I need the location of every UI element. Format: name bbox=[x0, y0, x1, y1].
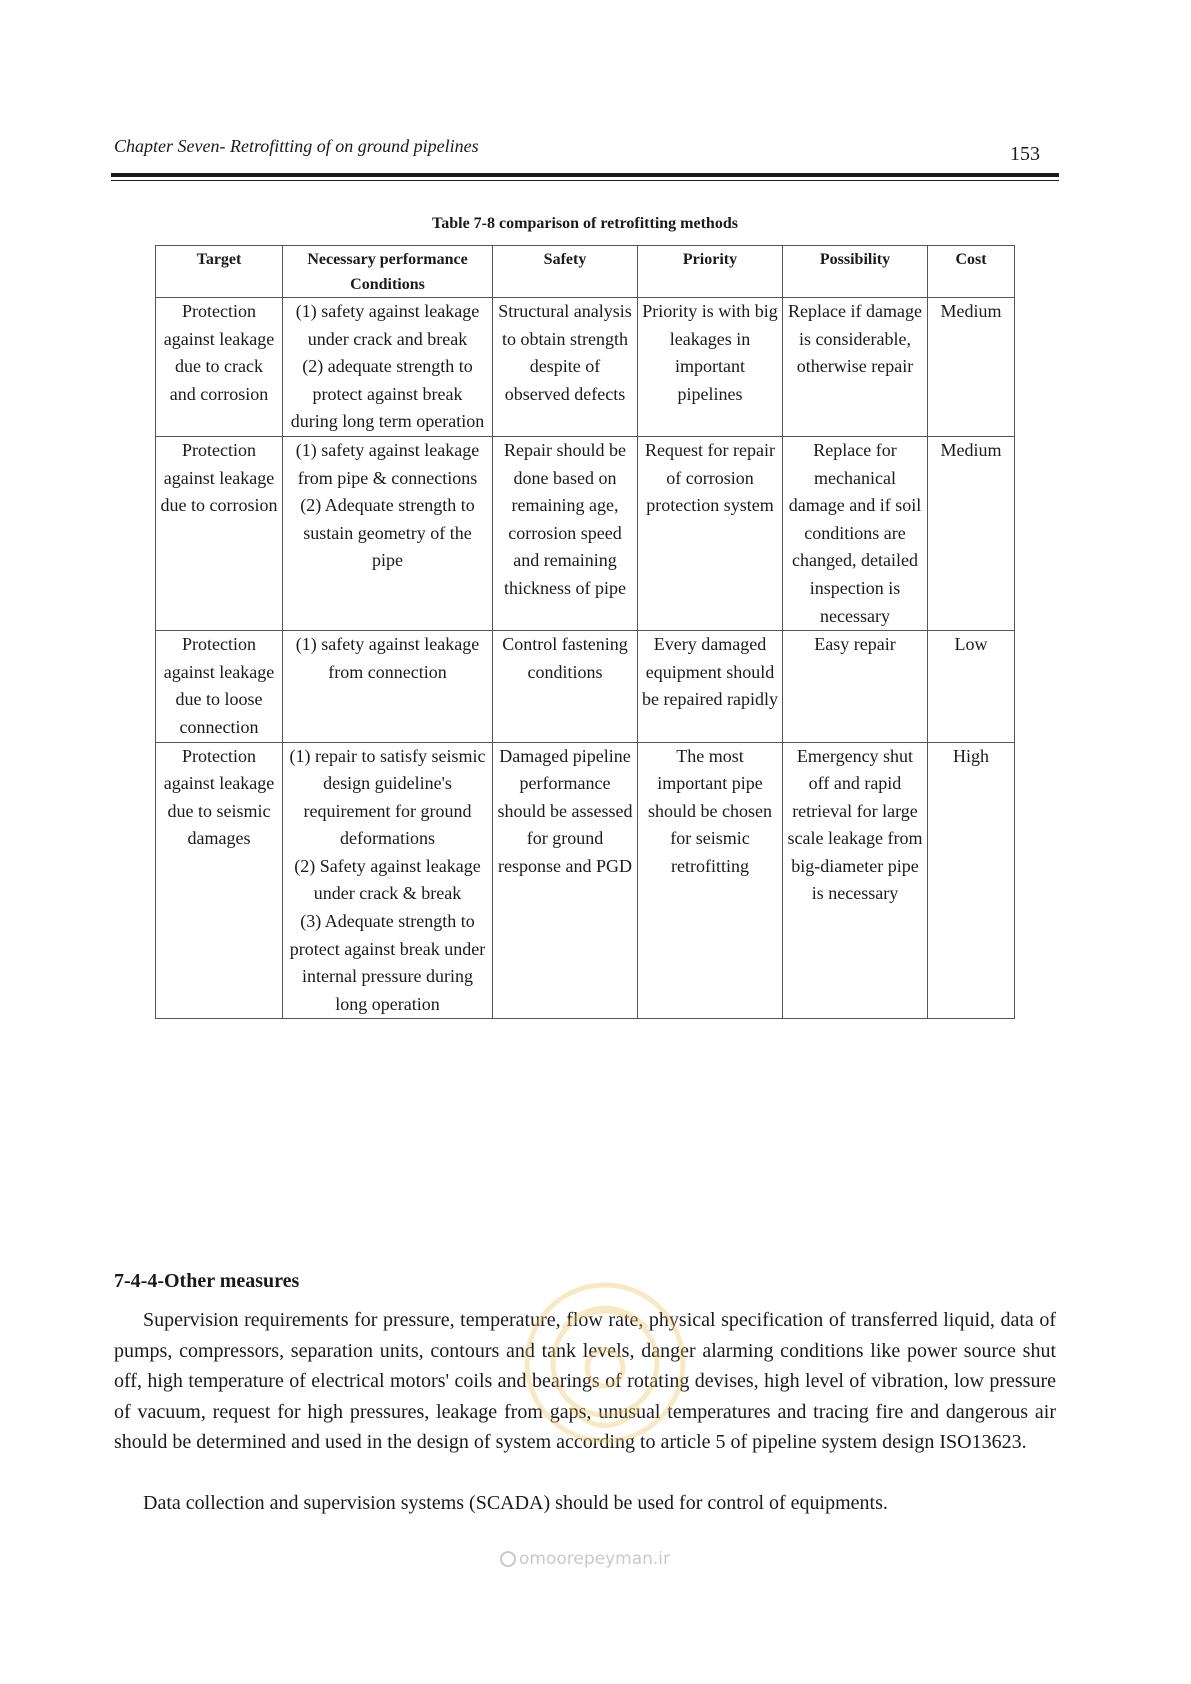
watermark-url bbox=[500, 1549, 670, 1569]
safety-cell: Control fastening conditions bbox=[493, 631, 638, 742]
cost-cell: High bbox=[928, 742, 1015, 1019]
cost-cell: Medium bbox=[928, 436, 1015, 630]
table-header-row bbox=[156, 246, 1015, 298]
conditions-cell: (1) safety against leakage from connection bbox=[283, 631, 493, 742]
body-paragraph: Data collection and supervision systems (SCADA) should be used for control of equipments. bbox=[143, 1492, 888, 1514]
target-cell: Protection against leakage due to seismic damages bbox=[156, 742, 283, 1019]
header-possibility: Possibility bbox=[783, 246, 928, 298]
possibility-cell: Replace if damage is considerable, otherwise repair bbox=[783, 298, 928, 437]
table-row bbox=[156, 298, 1015, 437]
page-number: 153 bbox=[1010, 143, 1040, 165]
header-necessary-performance: Necessary performance Conditions bbox=[283, 246, 493, 298]
watermark-seal-logo bbox=[515, 1268, 695, 1468]
target-cell: Protection against leakage due to corrosion bbox=[156, 436, 283, 630]
target-cell: Protection against leakage due to loose connection bbox=[156, 631, 283, 742]
watermark-url-text: omoorepeyman.ir bbox=[519, 1549, 671, 1569]
cost-cell: Medium bbox=[928, 298, 1015, 437]
safety-cell: Damaged pipeline performance should be assessed for ground response and PGD bbox=[493, 742, 638, 1019]
table-caption: Table 7-8 comparison of retrofitting methods bbox=[432, 215, 738, 232]
header-cost: Cost bbox=[928, 246, 1015, 298]
table-row bbox=[156, 631, 1015, 742]
cost-cell: Low bbox=[928, 631, 1015, 742]
target-cell: Protection against leakage due to crack and corrosion bbox=[156, 298, 283, 437]
header-rule-thick bbox=[111, 173, 1059, 177]
header-safety: Safety bbox=[493, 246, 638, 298]
priority-cell: Every damaged equipment should be repaired rapidly bbox=[638, 631, 783, 742]
possibility-cell: Replace for mechanical damage and if soil conditions are changed, detailed inspection is necessary bbox=[783, 436, 928, 630]
safety-cell: Structural analysis to obtain strength despite of observed defects bbox=[493, 298, 638, 437]
running-header-title: Chapter Seven- Retrofitting of on ground pipelines bbox=[114, 136, 479, 156]
conditions-cell: (1) safety against leakage from pipe & connections (2) Adequate strength to sustain geometry of the pipe bbox=[283, 436, 493, 630]
possibility-cell: Emergency shut off and rapid retrieval for large scale leakage from big-diameter pipe is necessary bbox=[783, 742, 928, 1019]
possibility-cell: Easy repair bbox=[783, 631, 928, 742]
conditions-cell: (1) repair to satisfy seismic design guideline's requirement for ground deformations (2) Safety against leakage under crack & break (3) Adequate strength to protect against break under internal pressure during long operation bbox=[283, 742, 493, 1019]
priority-cell: The most important pipe should be chosen for seismic retrofitting bbox=[638, 742, 783, 1019]
section-heading: 7-4-4-Other measures bbox=[114, 1270, 300, 1292]
conditions-cell: (1) safety against leakage under crack and break (2) adequate strength to protect against break during long term operation bbox=[283, 298, 493, 437]
table-row bbox=[156, 742, 1015, 1019]
safety-cell: Repair should be done based on remaining age, corrosion speed and remaining thickness of pipe bbox=[493, 436, 638, 630]
retrofitting-comparison-table bbox=[155, 245, 1015, 1019]
header-priority: Priority bbox=[638, 246, 783, 298]
header-target: Target bbox=[156, 246, 283, 298]
priority-cell: Request for repair of corrosion protection system bbox=[638, 436, 783, 630]
priority-cell: Priority is with big leakages in important pipelines bbox=[638, 298, 783, 437]
header-rule-thin bbox=[111, 180, 1059, 181]
body-paragraph: Supervision requirements for pressure, temperature, flow rate, physical specification of transferred liquid, data of pumps, compressors, separation units, contours and tank levels, danger alarming conditions like power source shut off, high temperature of electrical motors' coils and bearings of rotating devises, high level of vibration, low pressure of vacuum, request for high pressures, leakage from gaps, unusual temperatures and tracing fire and dangerous air should be determined and used in the design of system according to article 5 of pipeline system design ISO13623. bbox=[114, 1309, 1056, 1453]
globe-icon bbox=[500, 1551, 516, 1567]
table-row bbox=[156, 436, 1015, 630]
